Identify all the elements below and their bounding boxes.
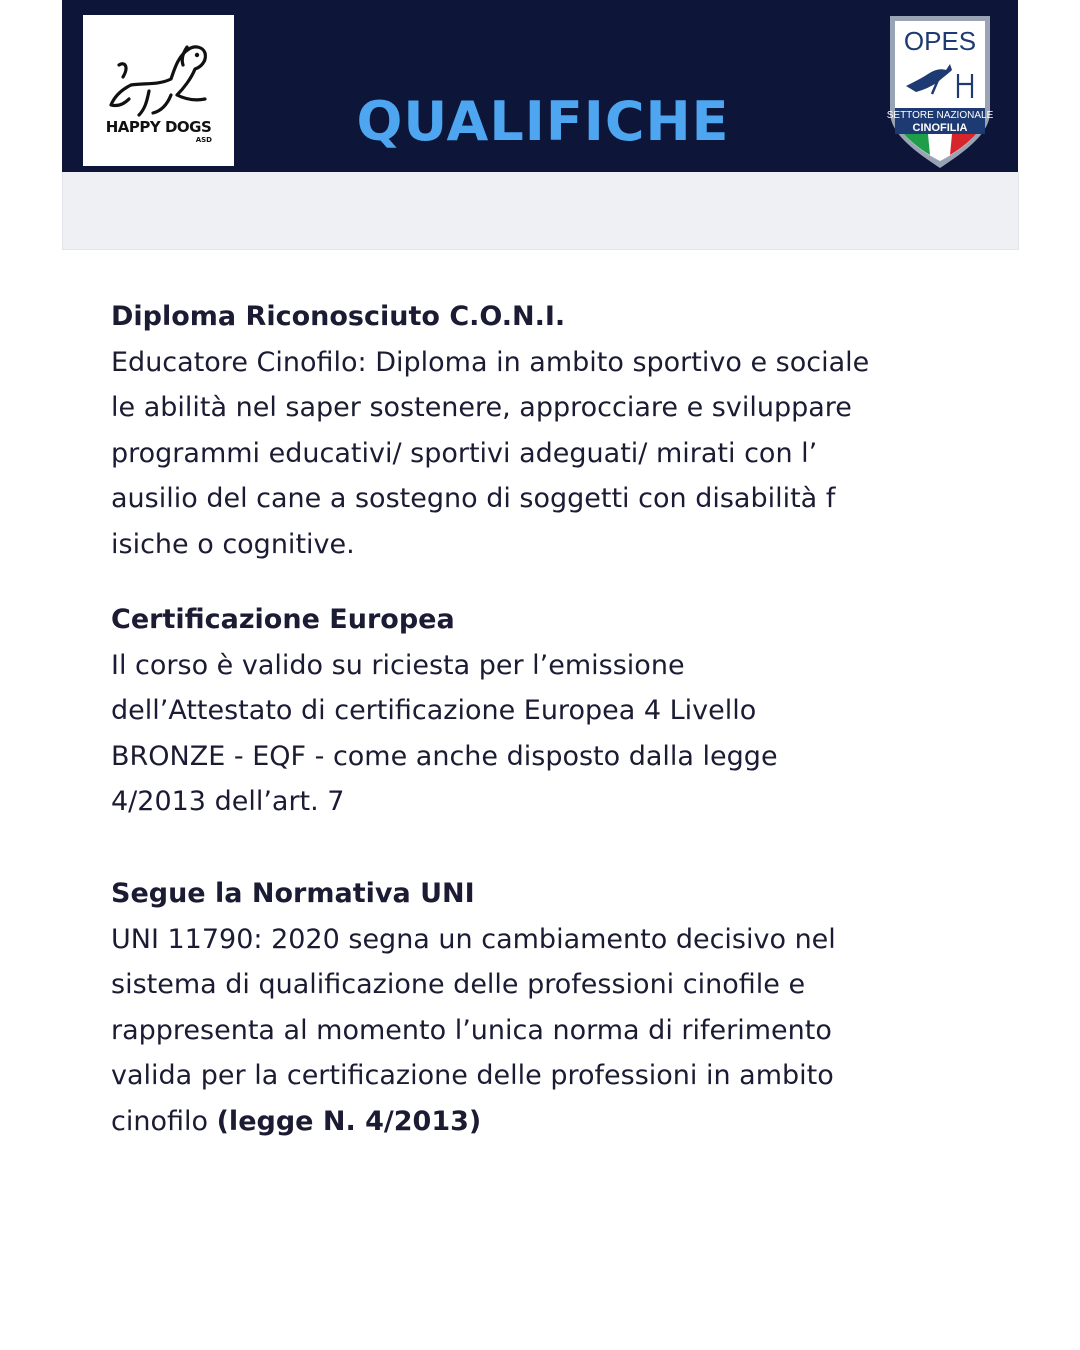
badge-line-2: CINOFILIA [912, 122, 968, 134]
section-body-bold: (legge N. 4/2013) [216, 1105, 482, 1137]
brand-sub: ASD [195, 136, 212, 144]
section-heading: Diploma Riconosciuto C.O.N.I. [111, 301, 566, 332]
section-heading: Certificazione Europea [111, 604, 455, 635]
section-normativa [111, 871, 836, 1145]
header-subbar [62, 172, 1019, 250]
brand-name: HAPPY DOGS [105, 118, 212, 136]
opes-badge [884, 12, 996, 170]
section-body-text: UNI 11790: 2020 segna un cambiamento decisivo nel sistema di qualificazione delle professioni cinofile e rappresenta al momento l’unica norma di riferimento valida per la certificazione delle professioni in ambito cinofilo [111, 923, 836, 1137]
page-title: QUALIFICHE [356, 90, 730, 153]
section-diploma [111, 294, 869, 568]
section-body: Educatore Cinofilo: Diploma in ambito sportivo e sociale le abilità nel saper sostenere, approcciare e sviluppare programmi educativi/ sportivi adeguati/ mirati con l’ ausilio del cane a sostegno di soggetti con disabilità f isiche o cognitive. [111, 346, 870, 560]
happy-dogs-logo [83, 15, 234, 166]
section-body: Il corso è valido su riciesta per l’emissione dell’Attestato di certificazione Europea 4 Livello BRONZE - EQF - come anche disposto dalla legge 4/2013 dell’art. 7 [111, 649, 778, 818]
section-heading: Segue la Normativa UNI [111, 878, 475, 909]
section-body [111, 917, 836, 1145]
badge-line-1: SETTORE NAZIONALE [886, 110, 994, 121]
section-certificazione [111, 597, 778, 825]
badge-title: OPES [903, 26, 977, 56]
